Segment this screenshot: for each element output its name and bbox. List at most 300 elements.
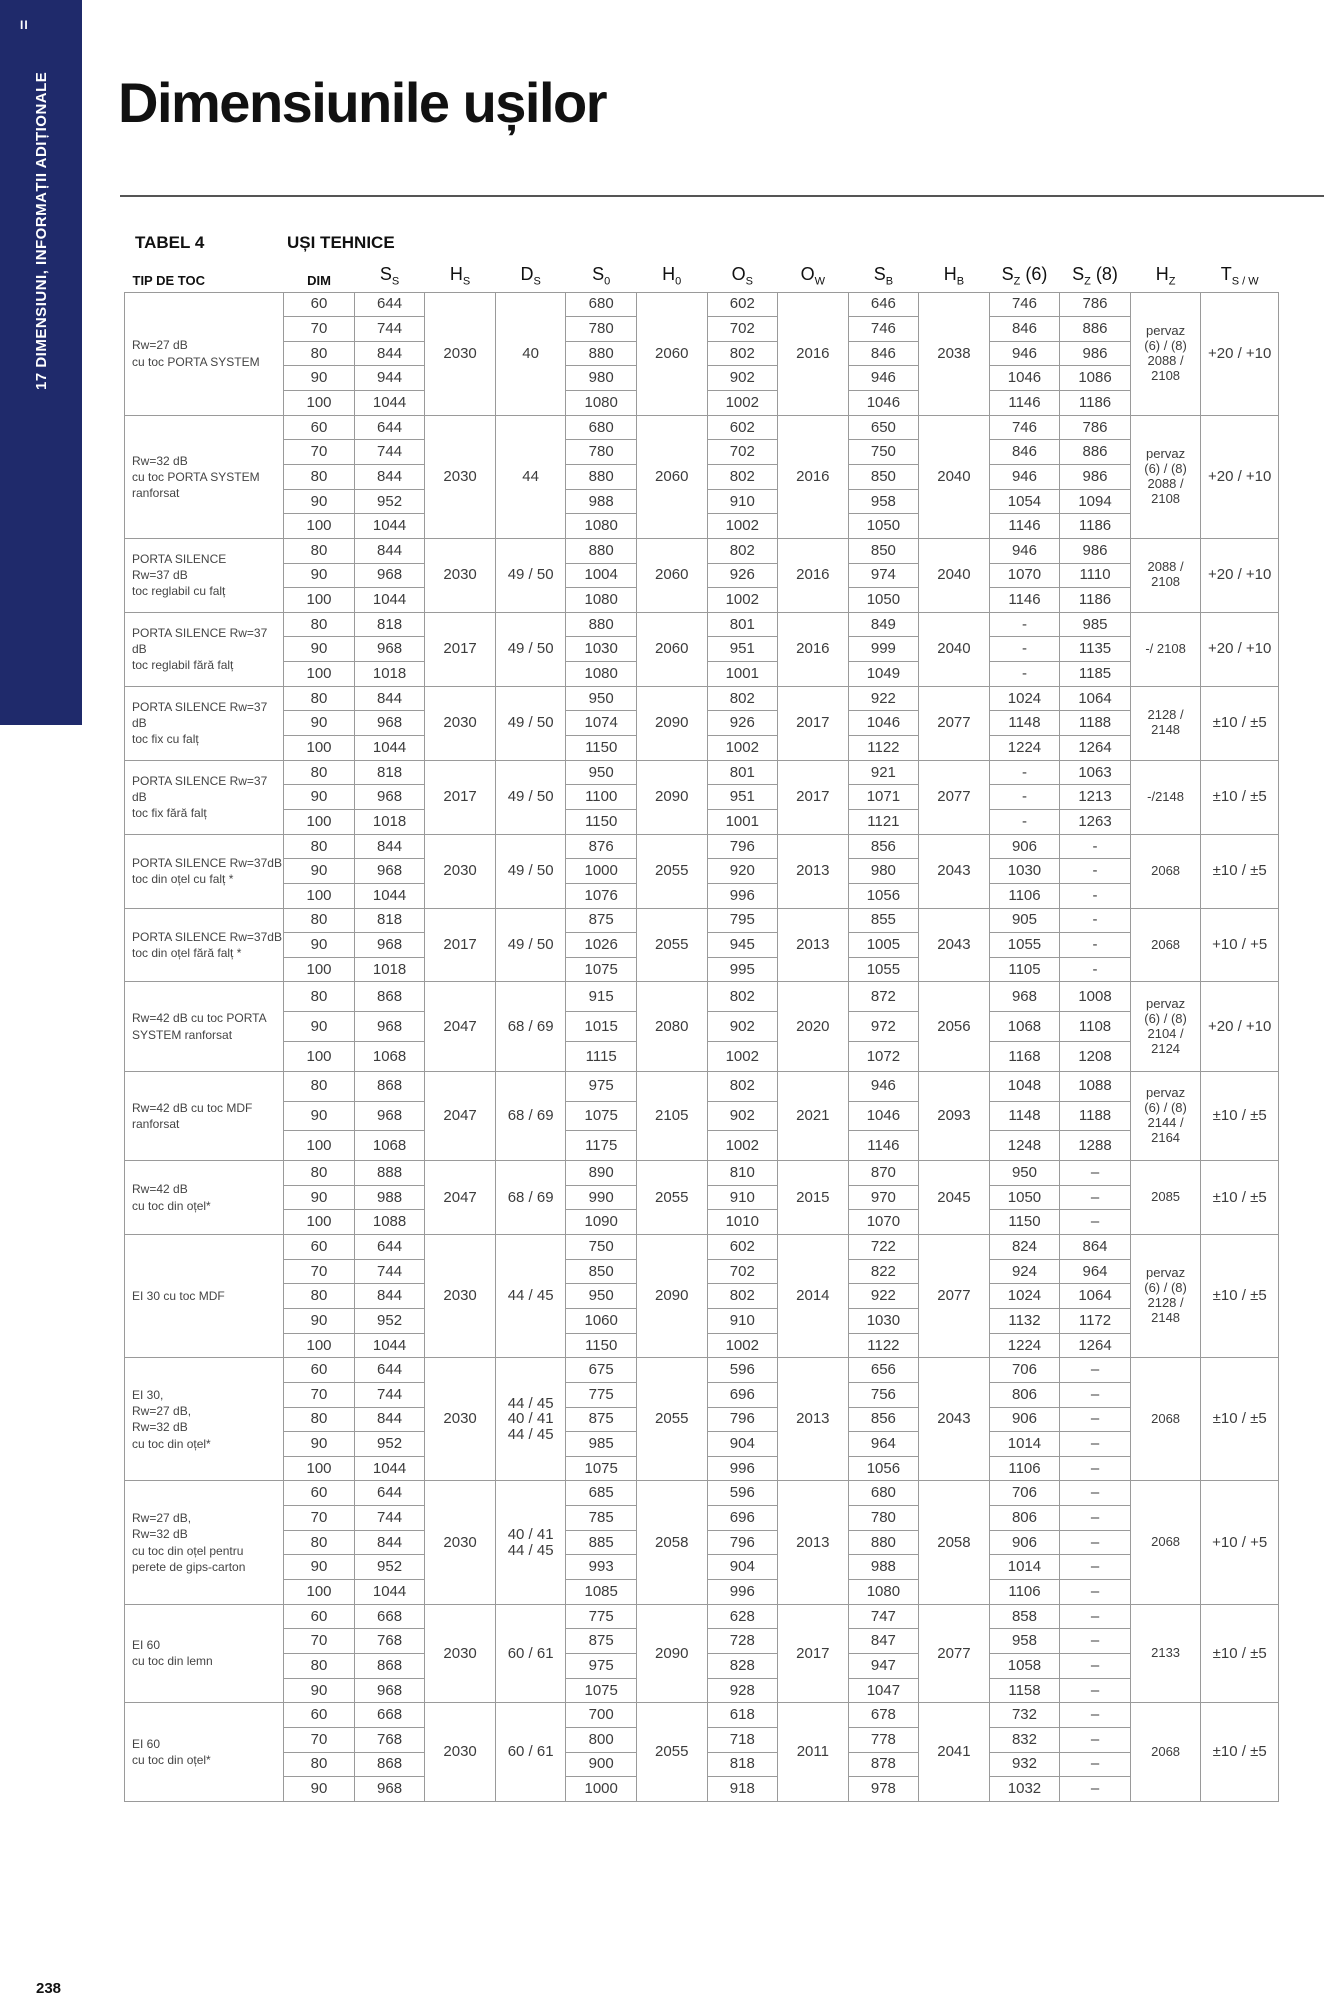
title-divider (120, 195, 1324, 197)
hb-cell: 2043 (919, 908, 990, 982)
frame-type-cell: EI 30, Rw=27 dB, Rw=32 dB cu toc din oțel* (125, 1358, 284, 1481)
ss-cell: 1044 (354, 588, 425, 613)
h0-cell: 2080 (636, 982, 707, 1071)
sz8-cell: – (1060, 1727, 1131, 1752)
sz6-cell: 1150 (989, 1210, 1060, 1235)
s0-cell: 1015 (566, 1012, 637, 1042)
sz8-cell: 1088 (1060, 1071, 1131, 1101)
column-header (1130, 262, 1201, 292)
table-row (125, 538, 1279, 563)
dim-cell: 100 (284, 588, 355, 613)
sb-cell: 756 (848, 1382, 919, 1407)
os-cell: 795 (707, 908, 778, 933)
ss-cell: 844 (354, 341, 425, 366)
ss-cell: 844 (354, 538, 425, 563)
os-cell: 796 (707, 1407, 778, 1432)
sz8-cell: 786 (1060, 292, 1131, 317)
sb-cell: 656 (848, 1358, 919, 1383)
ss-cell: 744 (354, 1382, 425, 1407)
h0-cell: 2060 (636, 538, 707, 612)
sb-cell: 850 (848, 464, 919, 489)
dim-cell: 80 (284, 1752, 355, 1777)
ss-cell: 668 (354, 1703, 425, 1728)
ow-cell: 2017 (778, 760, 849, 834)
sz6-cell: - (989, 809, 1060, 834)
table-row (125, 686, 1279, 711)
sb-cell: 1056 (848, 883, 919, 908)
sb-cell: 921 (848, 760, 919, 785)
sz6-cell: 1058 (989, 1653, 1060, 1678)
table-row (125, 908, 1279, 933)
s0-cell: 700 (566, 1703, 637, 1728)
s0-cell: 680 (566, 292, 637, 317)
column-header-subscript: W (814, 275, 826, 288)
sz6-cell: 1148 (989, 1101, 1060, 1131)
section-sidebar (0, 0, 82, 725)
ss-cell: 844 (354, 1407, 425, 1432)
dim-cell: 100 (284, 809, 355, 834)
dim-cell: 80 (284, 908, 355, 933)
sz8-cell: – (1060, 1506, 1131, 1531)
column-header (425, 262, 496, 292)
sidebar-section-label: 17 DIMENSIUNI, INFORMAȚII ADIȚIONALE (33, 71, 50, 390)
dim-cell: 70 (284, 1629, 355, 1654)
sz8-cell: 1008 (1060, 982, 1131, 1012)
column-header-subscript: S (462, 275, 471, 288)
dim-cell: 90 (284, 859, 355, 884)
hz-cell: pervaz (6) / (8) 2128 / 2148 (1130, 1235, 1201, 1358)
sz8-cell: 1213 (1060, 785, 1131, 810)
sz8-cell: 1064 (1060, 1284, 1131, 1309)
os-cell: 926 (707, 563, 778, 588)
s0-cell: 1150 (566, 736, 637, 761)
dim-cell: 80 (284, 341, 355, 366)
sz6-cell: - (989, 612, 1060, 637)
sz8-cell: - (1060, 933, 1131, 958)
tsw-cell: +20 / +10 (1201, 292, 1279, 415)
column-header-label: S (592, 263, 605, 284)
os-cell: 918 (707, 1777, 778, 1802)
dim-cell: 60 (284, 1358, 355, 1383)
h0-cell: 2090 (636, 686, 707, 760)
ss-cell: 1044 (354, 1456, 425, 1481)
dim-cell: 100 (284, 1580, 355, 1605)
dim-cell: 70 (284, 1382, 355, 1407)
dim-cell: 100 (284, 514, 355, 539)
sz8-cell: – (1060, 1580, 1131, 1605)
hs-cell: 2017 (425, 612, 496, 686)
dim-cell: 90 (284, 1678, 355, 1703)
sb-cell: 746 (848, 317, 919, 342)
frame-type-cell: EI 60 cu toc din oțel* (125, 1703, 284, 1802)
s0-cell: 990 (566, 1185, 637, 1210)
hs-cell: 2030 (425, 1235, 496, 1358)
os-cell: 801 (707, 612, 778, 637)
sb-cell: 878 (848, 1752, 919, 1777)
s0-cell: 1150 (566, 809, 637, 834)
os-cell: 1001 (707, 662, 778, 687)
dim-cell: 90 (284, 1777, 355, 1802)
os-cell: 904 (707, 1555, 778, 1580)
sz6-cell: 1168 (989, 1042, 1060, 1072)
table-row (125, 982, 1279, 1012)
h0-cell: 2055 (636, 1358, 707, 1481)
dim-cell: 90 (284, 1432, 355, 1457)
frame-type-cell: PORTA SILENCE Rw=37dB toc din oțel fără falț * (125, 908, 284, 982)
dim-cell: 80 (284, 538, 355, 563)
sb-cell: 1050 (848, 514, 919, 539)
sz6-cell: 1055 (989, 933, 1060, 958)
os-cell: 1010 (707, 1210, 778, 1235)
hb-cell: 2045 (919, 1161, 990, 1235)
os-cell: 802 (707, 982, 778, 1012)
dim-cell: 80 (284, 612, 355, 637)
os-cell: 796 (707, 1530, 778, 1555)
s0-cell: 1026 (566, 933, 637, 958)
os-cell: 796 (707, 834, 778, 859)
hb-cell: 2040 (919, 415, 990, 538)
os-cell: 828 (707, 1653, 778, 1678)
frame-type-cell: Rw=32 dB cu toc PORTA SYSTEM ranforsat (125, 415, 284, 538)
ss-cell: 1044 (354, 736, 425, 761)
sz6-cell: 1106 (989, 883, 1060, 908)
sb-cell: 856 (848, 1407, 919, 1432)
ow-cell: 2016 (778, 415, 849, 538)
sz6-cell: 824 (989, 1235, 1060, 1260)
ds-cell: 49 / 50 (495, 538, 566, 612)
hz-cell: pervaz (6) / (8) 2104 / 2124 (1130, 982, 1201, 1071)
sb-cell: 922 (848, 1284, 919, 1309)
table-row (125, 1481, 1279, 1506)
sb-cell: 922 (848, 686, 919, 711)
os-cell: 802 (707, 1284, 778, 1309)
dim-cell: 90 (284, 933, 355, 958)
dim-cell: 60 (284, 415, 355, 440)
ow-cell: 2011 (778, 1703, 849, 1802)
hz-cell: 2088 / 2108 (1130, 538, 1201, 612)
sz6-cell: 932 (989, 1752, 1060, 1777)
s0-cell: 1076 (566, 883, 637, 908)
sz8-cell: 1108 (1060, 1012, 1131, 1042)
sb-cell: 946 (848, 366, 919, 391)
ss-cell: 968 (354, 637, 425, 662)
sz6-cell: 946 (989, 341, 1060, 366)
ss-cell: 988 (354, 1185, 425, 1210)
sz8-cell: 1063 (1060, 760, 1131, 785)
s0-cell: 876 (566, 834, 637, 859)
hz-cell: pervaz (6) / (8) 2088 / 2108 (1130, 415, 1201, 538)
table-subtitle: UȘI TEHNICE (287, 233, 395, 252)
ss-cell: 1068 (354, 1131, 425, 1161)
sz6-cell: 1146 (989, 391, 1060, 416)
column-header (566, 262, 637, 292)
table-row (125, 1358, 1279, 1383)
table-row (125, 760, 1279, 785)
s0-cell: 1000 (566, 1777, 637, 1802)
ss-cell: 844 (354, 834, 425, 859)
hs-cell: 2030 (425, 538, 496, 612)
os-cell: 1002 (707, 588, 778, 613)
ss-cell: 844 (354, 464, 425, 489)
sb-cell: 964 (848, 1432, 919, 1457)
sb-cell: 970 (848, 1185, 919, 1210)
s0-cell: 890 (566, 1161, 637, 1186)
column-header-label: S (379, 263, 392, 284)
os-cell: 910 (707, 1185, 778, 1210)
tsw-cell: +20 / +10 (1201, 982, 1279, 1071)
sz8-cell: 886 (1060, 317, 1131, 342)
sb-cell: 847 (848, 1629, 919, 1654)
sz8-cell: – (1060, 1481, 1131, 1506)
s0-cell: 975 (566, 1071, 637, 1101)
tsw-cell: +20 / +10 (1201, 538, 1279, 612)
tsw-cell: +10 / +5 (1201, 908, 1279, 982)
s0-cell: 775 (566, 1604, 637, 1629)
sz8-cell: 986 (1060, 341, 1131, 366)
sz8-cell: – (1060, 1456, 1131, 1481)
sb-cell: 880 (848, 1530, 919, 1555)
s0-cell: 1080 (566, 514, 637, 539)
frame-type-cell: Rw=42 dB cu toc MDF ranforsat (125, 1071, 284, 1160)
s0-cell: 685 (566, 1481, 637, 1506)
sz6-cell: 732 (989, 1703, 1060, 1728)
dim-cell: 100 (284, 1131, 355, 1161)
s0-cell: 1075 (566, 1101, 637, 1131)
os-cell: 1001 (707, 809, 778, 834)
hs-cell: 2030 (425, 1358, 496, 1481)
sb-cell: 1030 (848, 1308, 919, 1333)
tsw-cell: ±10 / ±5 (1201, 1235, 1279, 1358)
tsw-cell: ±10 / ±5 (1201, 834, 1279, 908)
os-cell: 728 (707, 1629, 778, 1654)
sz8-cell: - (1060, 883, 1131, 908)
ss-cell: 1018 (354, 957, 425, 982)
s0-cell: 875 (566, 1407, 637, 1432)
table-row (125, 415, 1279, 440)
hs-cell: 2030 (425, 686, 496, 760)
frame-type-cell: PORTA SILENCE Rw=37 dB toc reglabil fără falț (125, 612, 284, 686)
s0-cell: 1115 (566, 1042, 637, 1072)
s0-cell: 1060 (566, 1308, 637, 1333)
ss-cell: 768 (354, 1629, 425, 1654)
dim-cell: 100 (284, 391, 355, 416)
column-header (125, 262, 284, 292)
ss-cell: 1018 (354, 662, 425, 687)
h0-cell: 2090 (636, 1235, 707, 1358)
h0-cell: 2060 (636, 612, 707, 686)
sz6-cell: 1046 (989, 366, 1060, 391)
s0-cell: 675 (566, 1358, 637, 1383)
h0-cell: 2060 (636, 415, 707, 538)
os-cell: 802 (707, 341, 778, 366)
s0-cell: 950 (566, 760, 637, 785)
sz8-cell: 1264 (1060, 736, 1131, 761)
sz6-cell: 946 (989, 464, 1060, 489)
sz8-cell: – (1060, 1629, 1131, 1654)
column-header-label: H (449, 263, 463, 284)
column-header-label: TIP DE TOC (132, 272, 205, 288)
hz-cell: pervaz (6) / (8) 2088 / 2108 (1130, 292, 1201, 415)
ss-cell: 744 (354, 1506, 425, 1531)
sz6-cell: 1224 (989, 736, 1060, 761)
sb-cell: 747 (848, 1604, 919, 1629)
ss-cell: 1044 (354, 391, 425, 416)
ds-cell: 40 / 41 44 / 45 (495, 1481, 566, 1604)
s0-cell: 975 (566, 1653, 637, 1678)
sz6-cell: 1032 (989, 1777, 1060, 1802)
os-cell: 951 (707, 785, 778, 810)
sz8-cell: 864 (1060, 1235, 1131, 1260)
ss-cell: 744 (354, 1259, 425, 1284)
s0-cell: 1074 (566, 711, 637, 736)
sz8-cell: 986 (1060, 538, 1131, 563)
os-cell: 628 (707, 1604, 778, 1629)
ss-cell: 968 (354, 711, 425, 736)
sb-cell: 1056 (848, 1456, 919, 1481)
dim-cell: 80 (284, 1284, 355, 1309)
ss-cell: 952 (354, 1555, 425, 1580)
sz6-cell: 806 (989, 1382, 1060, 1407)
sb-cell: 849 (848, 612, 919, 637)
ss-cell: 968 (354, 933, 425, 958)
s0-cell: 780 (566, 440, 637, 465)
s0-cell: 980 (566, 366, 637, 391)
sb-cell: 870 (848, 1161, 919, 1186)
dim-cell: 80 (284, 1161, 355, 1186)
ss-cell: 668 (354, 1604, 425, 1629)
frame-type-cell: EI 30 cu toc MDF (125, 1235, 284, 1358)
ss-cell: 644 (354, 292, 425, 317)
dim-cell: 70 (284, 440, 355, 465)
tsw-cell: ±10 / ±5 (1201, 1703, 1279, 1802)
sz6-cell: 1014 (989, 1432, 1060, 1457)
sz8-cell: – (1060, 1678, 1131, 1703)
os-cell: 902 (707, 366, 778, 391)
sb-cell: 946 (848, 1071, 919, 1101)
os-cell: 810 (707, 1161, 778, 1186)
sz8-cell: – (1060, 1432, 1131, 1457)
ss-cell: 744 (354, 440, 425, 465)
sz6-cell: 946 (989, 538, 1060, 563)
sz6-cell: 746 (989, 292, 1060, 317)
sz6-cell: 706 (989, 1358, 1060, 1383)
dim-cell: 80 (284, 686, 355, 711)
hs-cell: 2030 (425, 1481, 496, 1604)
hs-cell: 2030 (425, 834, 496, 908)
dim-cell: 70 (284, 317, 355, 342)
os-cell: 602 (707, 415, 778, 440)
column-header-label: D (520, 263, 534, 284)
sz6-cell: - (989, 785, 1060, 810)
sb-cell: 980 (848, 859, 919, 884)
sz8-cell: – (1060, 1653, 1131, 1678)
sz6-cell: 1068 (989, 1012, 1060, 1042)
ss-cell: 868 (354, 1653, 425, 1678)
os-cell: 910 (707, 489, 778, 514)
sz6-cell: 1224 (989, 1333, 1060, 1358)
sz8-cell: - (1060, 859, 1131, 884)
dim-cell: 90 (284, 785, 355, 810)
ss-cell: 1068 (354, 1042, 425, 1072)
column-header (848, 262, 919, 292)
ss-cell: 1044 (354, 883, 425, 908)
s0-cell: 950 (566, 686, 637, 711)
hb-cell: 2043 (919, 1358, 990, 1481)
sz6-cell: 905 (989, 908, 1060, 933)
sz6-cell: 1106 (989, 1456, 1060, 1481)
s0-cell: 985 (566, 1432, 637, 1457)
hz-cell: pervaz (6) / (8) 2144 / 2164 (1130, 1071, 1201, 1160)
ds-cell: 60 / 61 (495, 1703, 566, 1802)
ss-cell: 952 (354, 1308, 425, 1333)
column-header-label: S (1001, 263, 1014, 284)
column-header-subscript: S (391, 275, 400, 288)
hz-cell: 2068 (1130, 908, 1201, 982)
dim-cell: 90 (284, 366, 355, 391)
column-header-label: O (800, 263, 815, 284)
s0-cell: 1004 (566, 563, 637, 588)
s0-cell: 900 (566, 1752, 637, 1777)
sz6-cell: 1132 (989, 1308, 1060, 1333)
s0-cell: 1175 (566, 1131, 637, 1161)
sb-cell: 1050 (848, 588, 919, 613)
hs-cell: 2047 (425, 1071, 496, 1160)
sz6-cell: 958 (989, 1629, 1060, 1654)
sz6-cell: - (989, 637, 1060, 662)
sb-cell: 947 (848, 1653, 919, 1678)
door-dimensions-table (124, 262, 1279, 1802)
os-cell: 702 (707, 1259, 778, 1284)
dim-cell: 100 (284, 1042, 355, 1072)
sb-cell: 1122 (848, 736, 919, 761)
column-header (636, 262, 707, 292)
sz6-cell: 906 (989, 1530, 1060, 1555)
sb-cell: 850 (848, 538, 919, 563)
sz8-cell: – (1060, 1407, 1131, 1432)
os-cell: 996 (707, 1580, 778, 1605)
page-title: Dimensiunile ușilor (118, 71, 607, 134)
ds-cell: 40 (495, 292, 566, 415)
ow-cell: 2017 (778, 1604, 849, 1703)
s0-cell: 800 (566, 1727, 637, 1752)
s0-cell: 1000 (566, 859, 637, 884)
sz8-cell: 1188 (1060, 1101, 1131, 1131)
ds-cell: 49 / 50 (495, 760, 566, 834)
s0-cell: 880 (566, 612, 637, 637)
ds-cell: 68 / 69 (495, 1071, 566, 1160)
sz6-cell: 832 (989, 1727, 1060, 1752)
dim-cell: 80 (284, 982, 355, 1012)
hb-cell: 2038 (919, 292, 990, 415)
ow-cell: 2014 (778, 1235, 849, 1358)
sz8-cell: 1264 (1060, 1333, 1131, 1358)
hz-cell: 2068 (1130, 834, 1201, 908)
os-cell: 996 (707, 883, 778, 908)
sz8-cell: – (1060, 1777, 1131, 1802)
column-header-subscript: B (956, 275, 965, 288)
hb-cell: 2077 (919, 1604, 990, 1703)
sz6-cell: 1106 (989, 1580, 1060, 1605)
dim-cell: 90 (284, 563, 355, 588)
header-row (125, 262, 1279, 292)
sz6-cell: 1146 (989, 588, 1060, 613)
dim-cell: 90 (284, 1308, 355, 1333)
os-cell: 902 (707, 1012, 778, 1042)
h0-cell: 2055 (636, 1161, 707, 1235)
s0-cell: 780 (566, 317, 637, 342)
sz6-cell: 968 (989, 982, 1060, 1012)
os-cell: 1002 (707, 736, 778, 761)
